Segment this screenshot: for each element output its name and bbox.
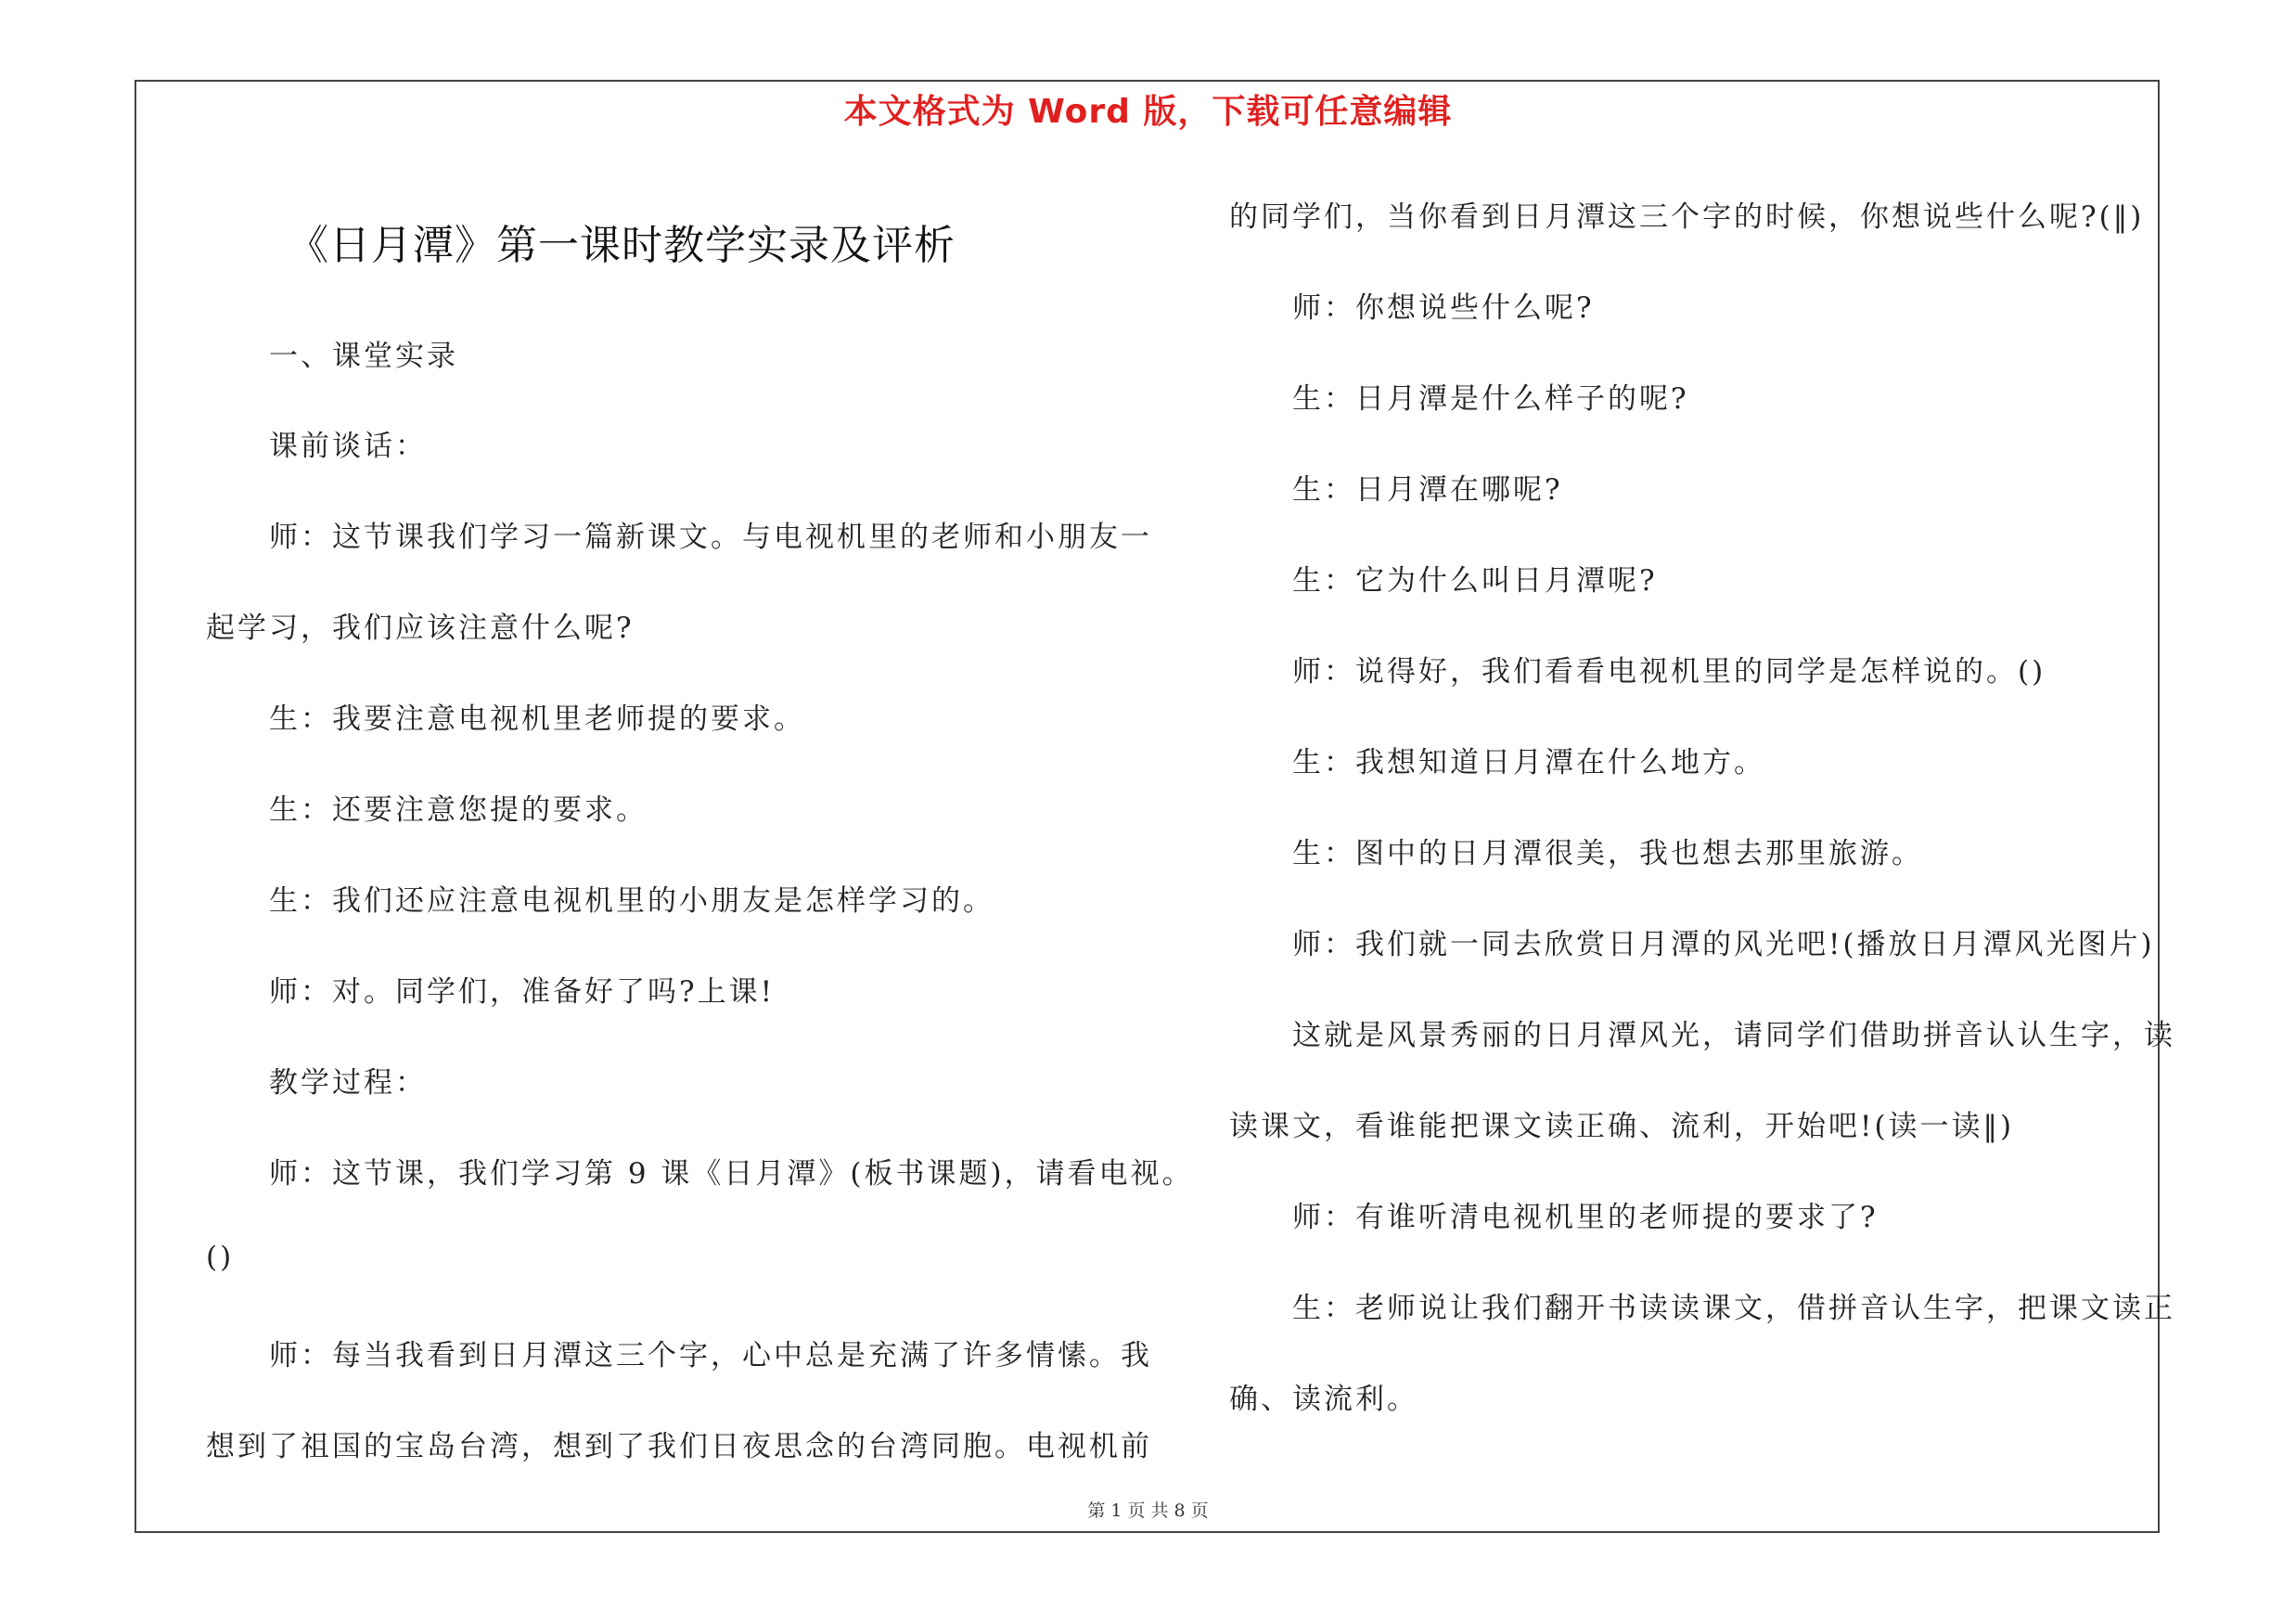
paragraph-line: 师：说得好，我们看看电视机里的同学是怎样说的。() bbox=[1292, 655, 2046, 689]
header-banner: 本文格式为 Word 版，下载可任意编辑 bbox=[843, 93, 1453, 131]
paragraph-line: 师：这节课，我们学习第 9 课《日月潭》(板书课题)，请看电视。 bbox=[269, 1157, 1194, 1191]
paragraph-line: 生：图中的日月潭很美，我也想去那里旅游。 bbox=[1292, 837, 1923, 870]
paragraph-line: 生：我们还应注意电视机里的小朋友是怎样学习的。 bbox=[269, 884, 994, 918]
paragraph-line: 师：我们就一同去欣赏日月潭的风光吧!(播放日月潭风光图片) bbox=[1292, 928, 2155, 961]
paragraph-line: 读课文，看谁能把课文读正确、流利，开始吧!(读一读‖) bbox=[1229, 1110, 2015, 1143]
paragraph-line: 师：有谁听清电视机里的老师提的要求了? bbox=[1292, 1201, 1879, 1234]
paragraph-line: () bbox=[206, 1241, 235, 1274]
paragraph-line: 师：你想说些什么呢? bbox=[1292, 291, 1595, 325]
paragraph-line: 这就是风景秀丽的日月潭风光，请同学们借助拼音认认生字，读 bbox=[1292, 1019, 2175, 1052]
paragraph-line: 生：我想知道日月潭在什么地方。 bbox=[1292, 746, 1765, 779]
paragraph-line: 一、课堂实录 bbox=[269, 340, 458, 373]
paragraph-line: 想到了祖国的宝岛台湾，想到了我们日夜思念的台湾同胞。电视机前 bbox=[206, 1430, 1152, 1463]
paragraph-line: 师：这节课我们学习一篇新课文。与电视机里的老师和小朋友一 bbox=[269, 521, 1152, 554]
page-footer: 第 1 页 共 8 页 bbox=[1087, 1501, 1209, 1521]
paragraph-line: 师：每当我看到日月潭这三个字，心中总是充满了许多情愫。我 bbox=[269, 1339, 1152, 1372]
paragraph-line: 教学过程： bbox=[269, 1066, 427, 1100]
paragraph-line: 生：日月潭是什么样子的呢? bbox=[1292, 382, 1689, 416]
paragraph-line: 确、读流利。 bbox=[1229, 1383, 1418, 1416]
paragraph-line: 的同学们，当你看到日月潭这三个字的时候，你想说些什么呢?(‖) bbox=[1229, 200, 2145, 234]
paragraph-line: 生：我要注意电视机里老师提的要求。 bbox=[269, 702, 805, 736]
paragraph-line: 生：老师说让我们翻开书读读课文，借拼音认生字，把课文读正 bbox=[1292, 1292, 2175, 1325]
paragraph-line: 师：对。同学们，准备好了吗?上课! bbox=[269, 975, 776, 1009]
paragraph-line: 课前谈话： bbox=[269, 430, 427, 463]
paragraph-line: 起学习，我们应该注意什么呢? bbox=[206, 612, 635, 645]
document-title: 《日月潭》第一课时教学实录及评析 bbox=[288, 222, 956, 269]
paragraph-line: 生：日月潭在哪呢? bbox=[1292, 473, 1563, 507]
paragraph-line: 生：它为什么叫日月潭呢? bbox=[1292, 564, 1658, 598]
paragraph-line: 生：还要注意您提的要求。 bbox=[269, 793, 648, 827]
